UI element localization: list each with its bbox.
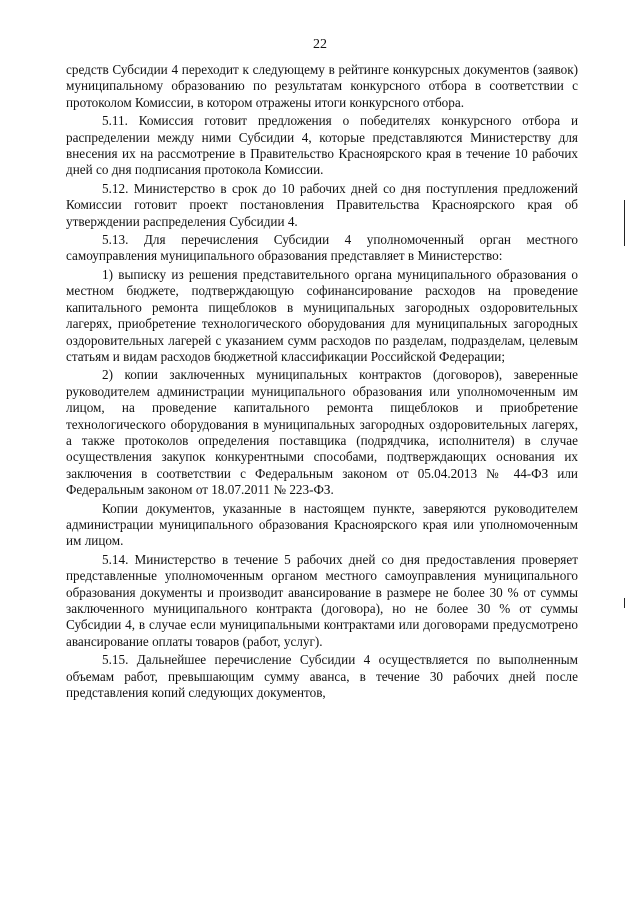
paragraph-continuation: средств Субсидии 4 переходит к следующему в рейтинге конкурсных документов (заявок) муниципальному образованию по результатам конкурсного отбора в соответствии с протоколом Комиссии, в котором отражены итоги конкурсного отбора. — [66, 62, 578, 110]
scan-edge-mark — [624, 200, 625, 246]
paragraph-5-13-item-1: 1) выписку из решения представительного органа муниципального образования о местном бюджете, подтверждающую софинансирование расходов на проведение капитального ремонта пищеблоков в муниципальных загородных оздоровительных лагерях, приобретение технологического оборудования для муниципальных загородных оздоровительных лагерей с указанием сумм расходов по разделам, подразделам, целевым статьям и видам расходов бюджетной классификации Российской Федерации; — [66, 266, 578, 364]
paragraph-5-13-item-2: 2) копии заключенных муниципальных контрактов (договоров), заверенные руководителем администрации муниципального образования или уполномоченным им лицом, на проведение капитального ремонта пищеблоков и приобретение технологического оборудования в муниципальных загородных оздоровительных лагерях, а также протоколов определения поставщика (подрядчика, исполнителя) в случае осуществления закупок конкурентными способами, подтверждающих основания их заключения в соответствии с Федеральным законом от 05.04.2013 № 44-ФЗ или Федеральным законом от 18.07.2011 № 223-ФЗ. — [66, 367, 578, 498]
paragraph-5-12: 5.12. Министерство в срок до 10 рабочих дней со дня поступления предложений Комиссии готовит проект постановления Правительства Красноярского края об утверждении распределения Субсидии 4. — [66, 180, 578, 229]
paragraph-5-15: 5.15. Дальнейшее перечисление Субсидии 4 осуществляется по выполненным объемам работ, превышающим сумму аванса, в течение 30 рабочих дней после представления копий следующих документов, — [66, 652, 578, 701]
paragraph-5-13: 5.13. Для перечисления Субсидии 4 уполномоченный орган местного самоуправления муниципального образования представляет в Министерство: — [66, 232, 578, 264]
page-number: 22 — [313, 37, 327, 52]
paragraph-5-14: 5.14. Министерство в течение 5 рабочих дней со дня предоставления проверяет представленные уполномоченным органом местного самоуправления муниципального образования документы и производит авансирование в размере не более 30 % от суммы заключенного муниципального контракта (договора), но не более 30 % от суммы Субсидии 4, в случае если муниципальными контрактами или договорами предусмотрено авансирование оплаты товаров (работ, услуг). — [66, 551, 578, 649]
scan-edge-mark — [624, 598, 625, 608]
paragraph-copies: Копии документов, указанные в настоящем пункте, заверяются руководителем администрации муниципального образования Красноярского края или уполномоченным им лицом. — [66, 500, 578, 549]
paragraph-5-11: 5.11. Комиссия готовит предложения о победителях конкурсного отбора и распределении между ними Субсидии 4, которые представляются Министерству для внесения их на рассмотрение в Правительство Красноярского края в течение 10 рабочих дней со дня подписания протокола Комиссии. — [66, 113, 578, 178]
document-body — [66, 62, 578, 703]
